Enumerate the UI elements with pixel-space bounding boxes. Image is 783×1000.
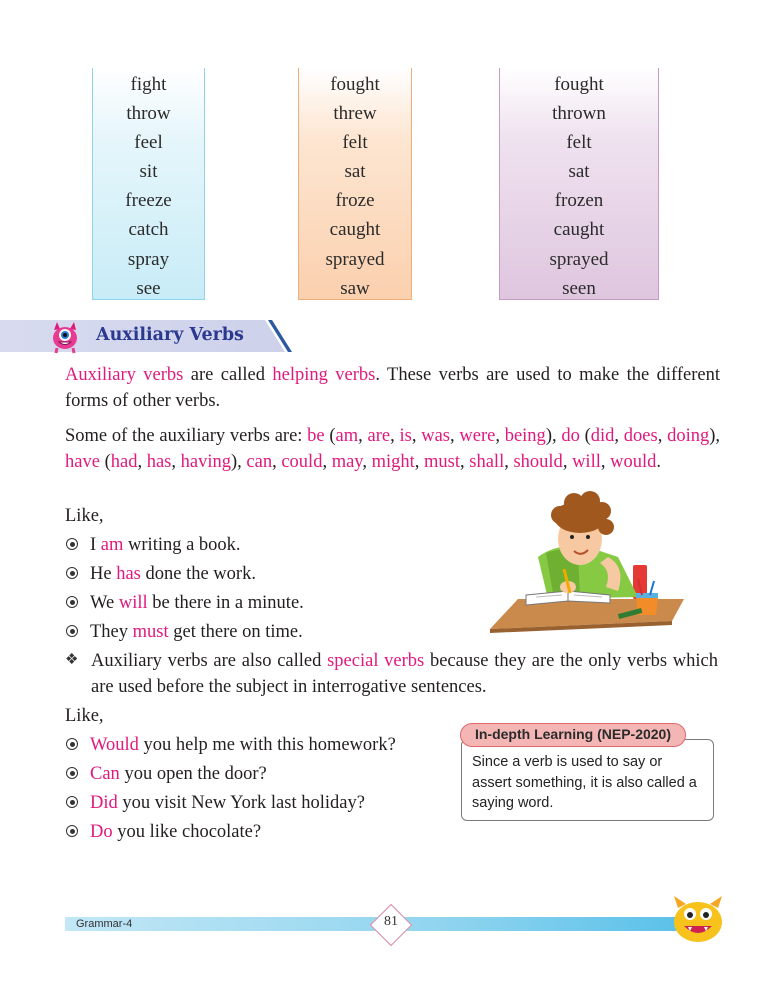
- in-depth-learning-text: Since a verb is used to say or assert something, it is also called a saying word.: [472, 754, 697, 811]
- intro-text: are called: [183, 365, 273, 385]
- example-text: I: [90, 535, 101, 555]
- bullet-icon: [66, 767, 78, 779]
- past-tense-cell: froze: [335, 190, 375, 212]
- past-tense-cell: fought: [330, 74, 380, 95]
- aux-verb: might: [371, 452, 415, 472]
- term-auxiliary-verbs: Auxiliary verbs: [65, 365, 184, 385]
- special-text: because they are the only verbs which are used before the subject in interrogative sentences.: [91, 651, 718, 697]
- example-text: They: [90, 622, 133, 642]
- list-text: Some of the auxiliary verbs are:: [65, 426, 308, 446]
- example-verb: am: [100, 535, 124, 555]
- bullet-icon: [66, 538, 78, 550]
- past-tense-cell: caught: [329, 219, 381, 241]
- bullet-icon: [66, 567, 78, 579]
- example-item: [65, 619, 303, 645]
- example-text: get there on time.: [168, 622, 303, 642]
- example-item: [65, 590, 304, 616]
- aux-verb: were: [459, 426, 496, 446]
- base-form-cell: feel: [134, 132, 163, 154]
- past-tense-cell: felt: [342, 132, 368, 154]
- past-tense-column: [298, 68, 412, 300]
- base-form-cell: catch: [128, 219, 169, 241]
- past-tense-cell: sat: [344, 161, 366, 183]
- aux-verb: be: [307, 426, 325, 446]
- past-participle-cell: seen: [562, 277, 596, 299]
- monster-icon: [48, 320, 82, 354]
- bullet-icon: [66, 738, 78, 750]
- bullet-icon: [66, 796, 78, 808]
- example-text: We: [90, 593, 119, 613]
- question-item: [65, 819, 261, 845]
- past-tense-cell: sprayed: [325, 248, 385, 270]
- aux-verb: being: [504, 426, 546, 446]
- aux-verb: must: [424, 452, 461, 472]
- question-text: you like chocolate?: [112, 822, 262, 842]
- monster-mascot-icon: [668, 894, 728, 944]
- aux-verb: can: [246, 452, 273, 472]
- past-participle-cell: thrown: [552, 103, 606, 125]
- base-form-cell: fight: [130, 74, 167, 95]
- aux-verb: was: [421, 426, 450, 446]
- like-label: Like,: [65, 706, 104, 726]
- special-verbs-paragraph: [91, 648, 718, 700]
- question-text: you visit New York last holiday?: [117, 793, 365, 813]
- aux-verb: should: [513, 452, 563, 472]
- past-participle-cell: sprayed: [549, 248, 609, 270]
- aux-verb: do: [561, 426, 580, 446]
- book-title: Grammar-4: [76, 918, 133, 930]
- aux-verb: is: [399, 426, 412, 446]
- aux-verb: had: [110, 452, 138, 472]
- question-item: [65, 761, 267, 787]
- past-tense-cell: saw: [340, 277, 370, 299]
- aux-verb: having: [180, 452, 231, 472]
- past-participle-cell: sat: [568, 161, 590, 183]
- example-item: [65, 561, 256, 587]
- question-verb: Do: [90, 822, 113, 842]
- base-form-cell: sit: [139, 161, 158, 183]
- aux-verb: am: [335, 426, 359, 446]
- term-special-verbs: special verbs: [327, 651, 425, 671]
- aux-verb: doing: [667, 426, 710, 446]
- aux-verb: shall: [469, 452, 505, 472]
- example-text: writing a book.: [123, 535, 241, 555]
- past-participle-cell: caught: [553, 219, 605, 241]
- base-form-cell: spray: [127, 248, 170, 270]
- example-text: be there in a minute.: [147, 593, 304, 613]
- aux-verb: will: [572, 452, 601, 472]
- term-helping-verbs: helping verbs: [272, 365, 376, 385]
- bullet-icon: [66, 825, 78, 837]
- example-item: [65, 532, 241, 558]
- question-verb: Did: [90, 793, 118, 813]
- question-verb: Would: [90, 735, 139, 755]
- example-text: done the work.: [140, 564, 256, 584]
- base-form-column: [92, 68, 205, 300]
- example-text: He: [90, 564, 117, 584]
- past-participle-column: [499, 68, 659, 300]
- aux-verb: would: [610, 452, 657, 472]
- intro-paragraph: [65, 362, 720, 414]
- bullet-icon: [66, 596, 78, 608]
- auxiliary-list-paragraph: Some of the auxiliary verbs are: be (am, are, is, was, were, being), do (did, does, doing), have (had, has, having), can, could, may, might, must, shall, should, will, would.: [65, 426, 720, 472]
- aux-verb: did: [590, 426, 615, 446]
- page-number: 81: [384, 914, 398, 929]
- special-text: Auxiliary verbs are also called: [91, 651, 328, 671]
- bullet-icon: [66, 625, 78, 637]
- base-form-cell: freeze: [125, 190, 172, 212]
- question-text: you open the door?: [119, 764, 267, 784]
- aux-verb: may: [331, 452, 363, 472]
- example-verb: has: [116, 564, 141, 584]
- aux-verb: could: [281, 452, 323, 472]
- in-depth-learning-box: [461, 739, 714, 821]
- base-form-cell: throw: [126, 103, 171, 125]
- diamond-bullet-icon: ❖: [65, 652, 79, 668]
- past-participle-cell: fought: [554, 74, 604, 95]
- in-depth-learning-title: In-depth Learning (NEP-2020): [460, 723, 686, 747]
- like-label: Like,: [65, 506, 104, 526]
- past-participle-cell: felt: [566, 132, 592, 154]
- aux-verb: has: [146, 452, 172, 472]
- question-item: [65, 732, 396, 758]
- past-participle-cell: frozen: [554, 190, 604, 212]
- boy-writing-illustration: [488, 487, 686, 633]
- section-heading-bar: [0, 320, 285, 352]
- aux-verb: are: [367, 426, 391, 446]
- aux-verb: does: [623, 426, 658, 446]
- intro-text: . These verbs are used to make the different forms of other verbs.: [65, 365, 720, 411]
- past-tense-cell: threw: [333, 103, 377, 125]
- section-title: Auxiliary Verbs: [96, 325, 244, 345]
- example-verb: must: [132, 622, 169, 642]
- question-item: [65, 790, 365, 816]
- example-verb: will: [118, 593, 148, 613]
- base-form-cell: see: [136, 277, 161, 299]
- aux-verb: have: [65, 452, 100, 472]
- question-verb: Can: [90, 764, 120, 784]
- question-text: you help me with this homework?: [138, 735, 396, 755]
